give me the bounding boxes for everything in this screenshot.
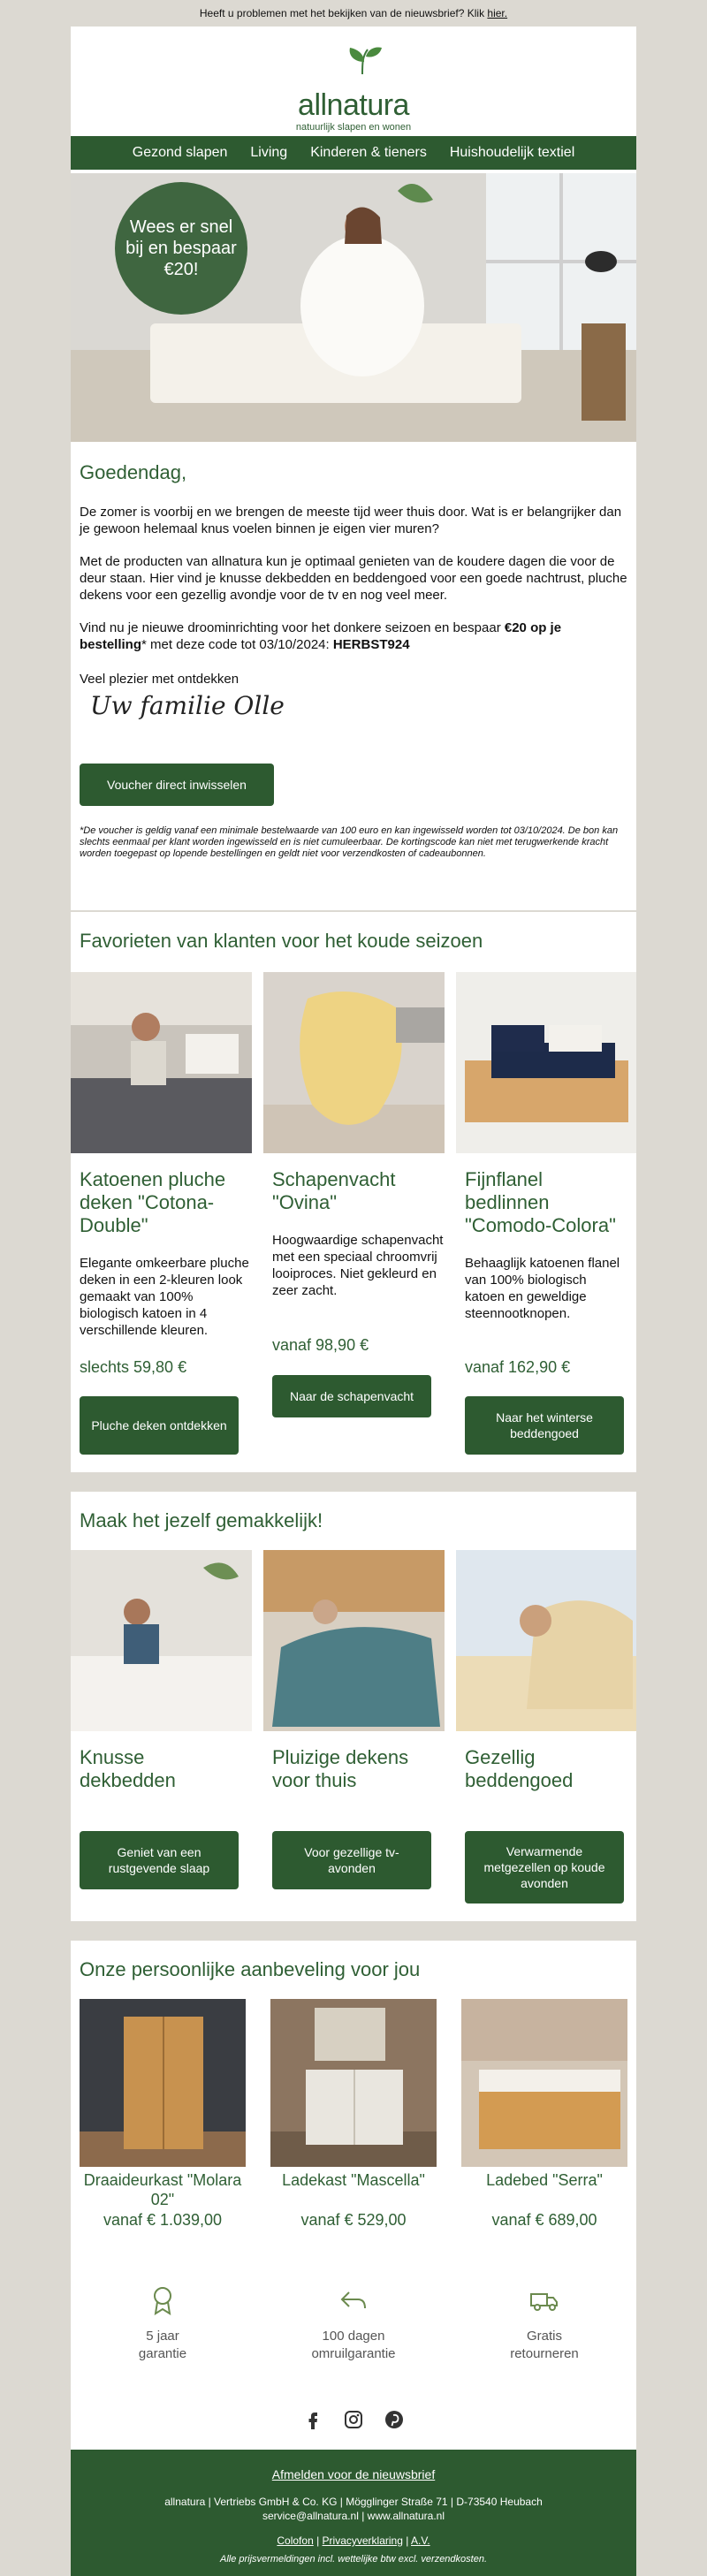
pinterest-icon[interactable] xyxy=(384,2409,405,2430)
logo-tagline: natuurlijk slapen en wonen xyxy=(295,122,412,133)
footer-price-note: Alle prijsvermeldingen incl. wettelijke btw excl. verzendkosten. xyxy=(219,2554,488,2565)
recommend-section xyxy=(71,1941,636,2450)
favorites-section xyxy=(71,912,636,1472)
usp-returns: Gratis retourneren xyxy=(461,2285,627,2363)
easy-title-2: Pluizige dekens voor thuis xyxy=(272,1746,409,1791)
intro-signoff: Veel plezier met ontdekken xyxy=(80,672,239,687)
colofon-link[interactable]: Colofon xyxy=(277,2534,314,2547)
easy-section xyxy=(71,1492,636,1921)
signature: Uw familie Olle xyxy=(90,691,285,720)
easy-button-2[interactable]: Voor gezellige tv-avonden xyxy=(272,1831,431,1889)
favorite-price-1: slechts 59,80 € xyxy=(80,1358,187,1376)
intro-greeting: Goedendag, xyxy=(80,461,187,483)
easy-title: Maak het jezelf gemakkelijk! xyxy=(80,1509,323,1531)
nav-kinderen[interactable]: Kinderen & tieners xyxy=(310,145,427,160)
footer-contact: service@allnatura.nl | www.allnatura.nl xyxy=(262,2510,445,2522)
easy-button-3[interactable]: Verwarmende metgezellen op koude avonden xyxy=(465,1831,624,1904)
recommend-title: Onze persoonlijke aanbeveling voor jou xyxy=(80,1958,421,1980)
hero-discount-badge[interactable]: Wees er snel bij en bespaar €20! xyxy=(115,182,247,315)
email-body xyxy=(71,27,636,910)
leaf-icon xyxy=(338,44,391,76)
privacy-link[interactable]: Privacyverklaring xyxy=(322,2534,403,2547)
favorite-button-2[interactable]: Naar de schapenvacht xyxy=(272,1375,431,1417)
favorite-title-3: Fijnflanel bedlinnen "Comodo-Colora" xyxy=(465,1168,616,1236)
favorite-button-3[interactable]: Naar het winterse beddengoed xyxy=(465,1396,624,1455)
favorite-price-3: vanaf 162,90 € xyxy=(465,1358,571,1376)
truck-icon xyxy=(528,2285,560,2315)
redeem-voucher-button[interactable]: Voucher direct inwisselen xyxy=(80,764,274,806)
return-arrow-icon xyxy=(338,2285,369,2315)
easy-button-1[interactable]: Geniet van een rustgevende slaap xyxy=(80,1831,239,1889)
top-notice: Heeft u problemen met het bekijken van de nieuwsbrief? Klik hier. xyxy=(199,7,508,19)
favorite-desc-1: Elegante omkeerbare pluche deken in een 2-kleuren look gemaakt van 100% biologisch katoen in 4 verschillende kleuren. xyxy=(80,1256,249,1338)
intro-paragraph-2: Met de producten van allnatura kun je optimaal genieten van de koudere dagen die voor de deur staan. Hier vind je knusse dekbedden en beddengoed voor een goede nachtrust, pluche dekens voor een gezellig avondje voor de tv en nog veel meer. xyxy=(80,554,627,603)
recommend-price-1: vanaf € 1.039,00 xyxy=(103,2211,223,2229)
favorite-desc-2: Hoogwaardige schapenvacht met een speciaal chroomvrij looiproces. Niet gekleurd en zeer zacht. xyxy=(272,1233,444,1298)
view-online-link[interactable]: hier. xyxy=(487,7,508,19)
easy-image-1[interactable] xyxy=(71,1550,252,1731)
terms-link[interactable]: A.V. xyxy=(411,2534,430,2547)
recommend-name-1: Draaideurkast "Molara 02" xyxy=(83,2171,242,2208)
footer xyxy=(71,2450,636,2576)
easy-image-3[interactable] xyxy=(456,1550,636,1731)
footer-address: allnatura | Vertriebs GmbH & Co. KG | Mögglinger Straße 71 | D-73540 Heubach xyxy=(164,2496,543,2508)
instagram-icon[interactable] xyxy=(343,2409,364,2430)
nav-gezond-slapen[interactable]: Gezond slapen xyxy=(132,145,228,160)
easy-title-3: Gezellig beddengoed xyxy=(465,1746,574,1791)
easy-image-2[interactable] xyxy=(263,1550,445,1731)
facebook-icon[interactable] xyxy=(302,2409,323,2430)
social-links xyxy=(71,2409,636,2430)
favorite-image-3[interactable] xyxy=(456,972,636,1153)
favorite-desc-3: Behaaglijk katoenen flanel van 100% biologisch katoen en geweldige steennootknopen. xyxy=(465,1256,620,1321)
recommend-name-2: Ladekast "Mascella" xyxy=(282,2171,425,2189)
recommend-image-1[interactable] xyxy=(80,1999,246,2167)
recommend-price-3: vanaf € 689,00 xyxy=(491,2211,597,2229)
nav-textiel[interactable]: Huishoudelijk textiel xyxy=(449,145,575,160)
recommend-image-3[interactable] xyxy=(461,1999,627,2167)
recommend-price-2: vanaf € 529,00 xyxy=(300,2211,407,2229)
recommend-name-3: Ladebed "Serra" xyxy=(486,2171,603,2189)
favorite-image-2[interactable] xyxy=(263,972,445,1153)
nav-living[interactable]: Living xyxy=(250,145,288,160)
voucher-code: HERBST924 xyxy=(332,637,410,652)
unsubscribe-link[interactable]: Afmelden voor de nieuwsbrief xyxy=(271,2467,436,2481)
logo[interactable] xyxy=(283,44,424,133)
award-icon xyxy=(149,2285,176,2315)
favorite-image-1[interactable] xyxy=(71,972,252,1153)
favorite-button-1[interactable]: Pluche deken ontdekken xyxy=(80,1396,239,1455)
logo-wordmark: allnatura xyxy=(298,88,409,122)
favorites-title: Favorieten van klanten voor het koude seizoen xyxy=(80,930,483,952)
favorite-title-1: Katoenen pluche deken "Cotona-Double" xyxy=(80,1168,226,1236)
easy-title-1: Knusse dekbedden xyxy=(80,1746,176,1791)
usp-warranty: 5 jaar garantie xyxy=(80,2285,246,2363)
hero-image[interactable] xyxy=(71,173,636,442)
usp-exchange: 100 dagen omruilgarantie xyxy=(270,2285,437,2363)
recommend-image-2[interactable] xyxy=(270,1999,437,2167)
main-nav xyxy=(71,136,636,170)
intro-paragraph-1: De zomer is voorbij en we brengen de meeste tijd weer thuis door. Wat is er belangrijker dan je gewoon helemaal knus voelen binnen je eigen vier muren? xyxy=(80,505,622,536)
voucher-footnote: *De voucher is geldig vanaf een minimale bestelwaarde van 100 euro en kan ingewisseld worden tot 03/10/2024. De bon kan slechts eenmaal per klant worden ingewisseld en is niet cumuleerbaar. De kortingscode kan niet met terugwerkende kracht worden toegepast op lopende bestellingen en geldt niet voor verzendkosten of cadeaubonnen. xyxy=(80,825,619,859)
footer-links: Colofon | Privacyverklaring | A.V. xyxy=(277,2534,430,2547)
favorite-price-2: vanaf 98,90 € xyxy=(272,1336,369,1354)
intro-paragraph-3: Vind nu je nieuwe droominrichting voor het donkere seizoen en bespaar €20 op je bestelling* met deze code tot 03/10/2024: HERBST924 xyxy=(80,620,562,652)
favorite-title-2: Schapenvacht "Ovina" xyxy=(272,1168,396,1213)
